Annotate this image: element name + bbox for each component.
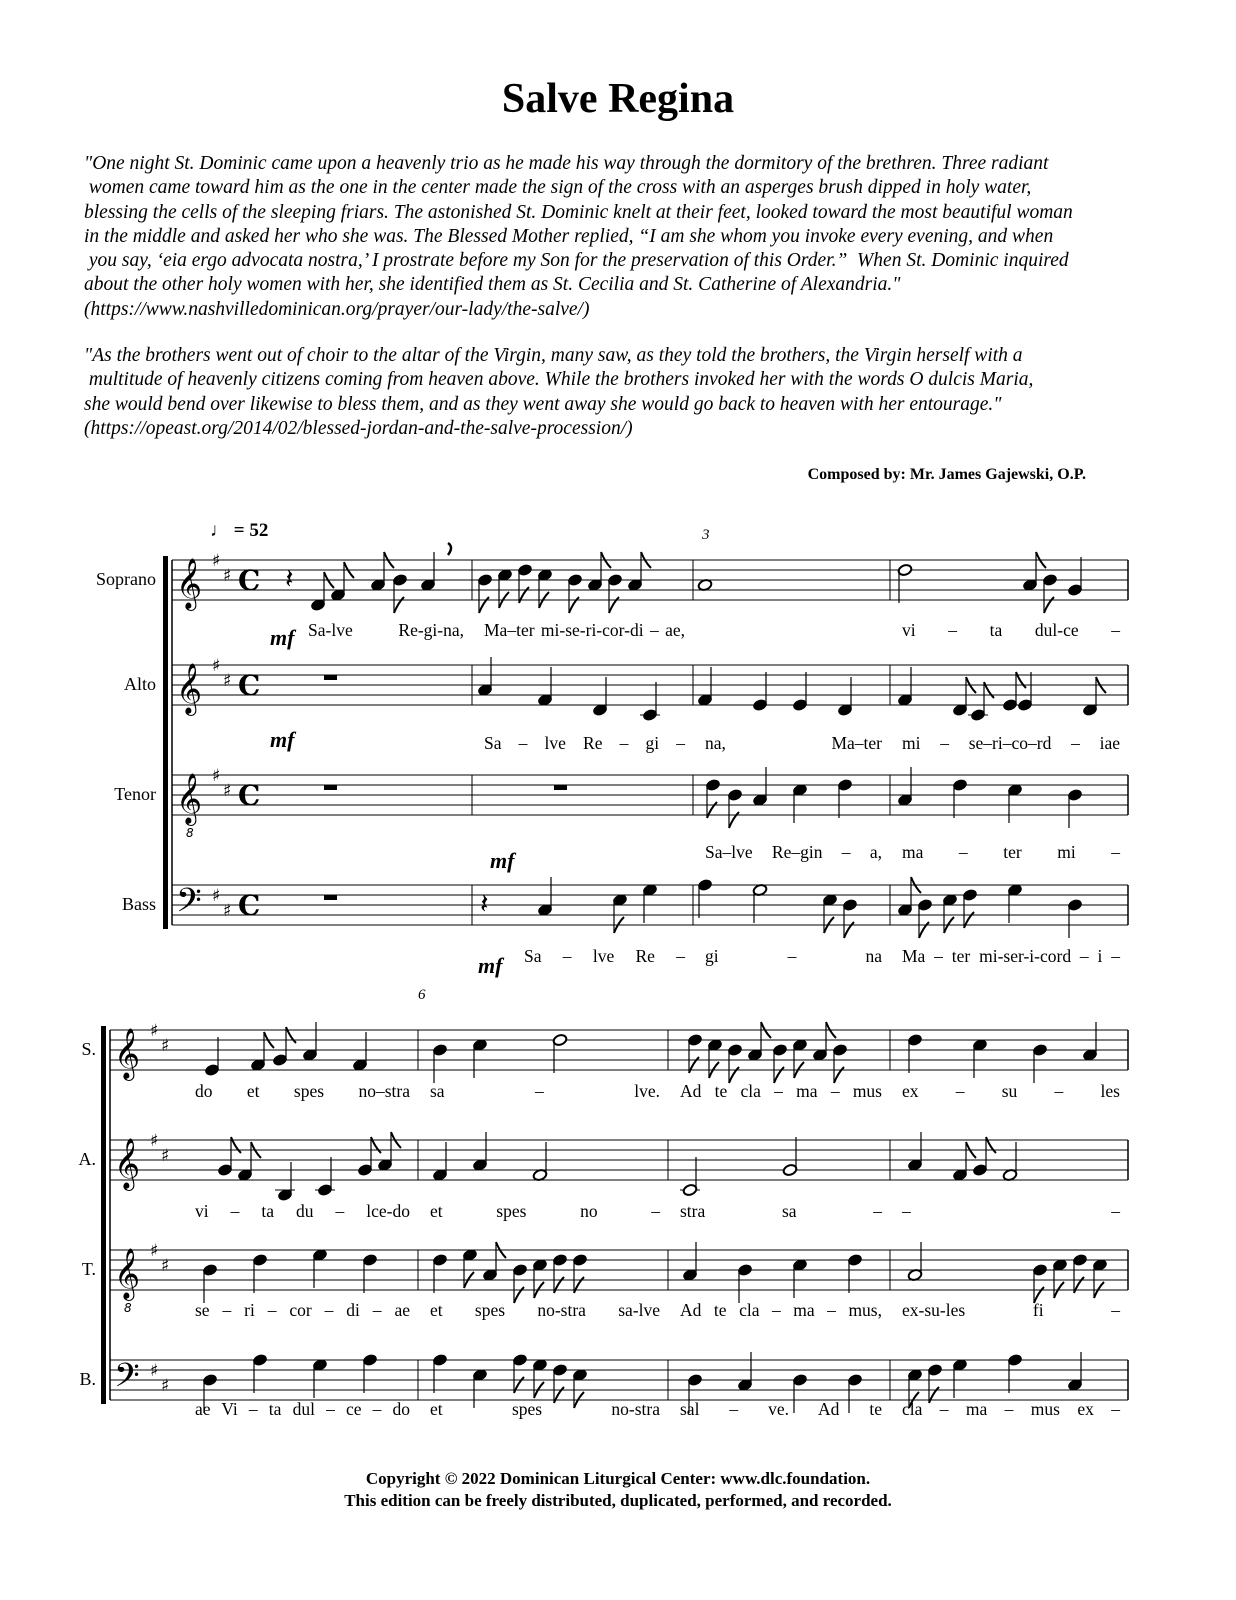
lyric-syllables: sa – lve.: [430, 1081, 660, 1101]
note-head: [962, 888, 977, 901]
note-head: [917, 898, 932, 911]
part-label: Soprano: [96, 569, 156, 589]
note-head: [772, 1043, 787, 1056]
treble-clef-icon: 𝄞: [176, 663, 203, 714]
lyric-syllables: sal – ve. Ad te: [680, 1399, 882, 1419]
part-label: B.: [79, 1369, 96, 1389]
part-label: T.: [81, 1259, 96, 1279]
lyric-syllables: et spes no –: [430, 1201, 660, 1221]
time-signature: C: [238, 669, 261, 702]
lyric-syllables: stra sa –: [680, 1201, 882, 1221]
note-head: [1067, 898, 1082, 911]
eighth-flag: [371, 1137, 381, 1153]
treble-clef-icon: 𝄞: [114, 1248, 141, 1299]
note-head: [1007, 1353, 1022, 1366]
eighth-flag: [1044, 597, 1054, 613]
dynamic-marking: mf: [270, 625, 295, 650]
quote-line: blessing the cells of the sleeping friars. The astonished St. Dominic knelt at their feet, looked toward the most beautiful woman: [84, 201, 1073, 223]
key-signature-sharp-icon: ♯: [212, 766, 221, 786]
lyric-syllables: ma – ter mi –: [902, 842, 1120, 862]
key-signature-sharp-icon: ♯: [212, 551, 221, 571]
note-head: [792, 698, 807, 711]
note-head: [952, 778, 967, 791]
lyric-syllables: Sa – lve Re –: [524, 946, 685, 966]
note-head: [847, 1253, 862, 1266]
eighth-flag: [519, 587, 529, 603]
measure-number: 3: [702, 527, 710, 543]
note-head: [687, 1373, 702, 1386]
key-signature-sharp-icon: ♯: [212, 656, 221, 676]
tempo-value: = 52: [233, 520, 269, 541]
note-head: [517, 563, 532, 576]
note-head: [607, 573, 622, 586]
note-head: [1042, 573, 1057, 586]
lyric-syllables: cla – ma – mus ex –: [902, 1399, 1120, 1419]
lyric-syllables: ex – su – les: [902, 1081, 1120, 1101]
eighth-flag: [574, 1277, 584, 1293]
system-bracket: [163, 556, 168, 929]
key-signature-sharp-icon: ♯: [223, 671, 232, 691]
license-line: This edition can be freely distributed, duplicated, performed, and recorded.: [344, 1491, 892, 1510]
quote-source-link: (https://www.nashvilledominican.org/prayer/our-lady/the-salve/): [84, 298, 590, 320]
note-head: [687, 1033, 702, 1046]
quote-line: multitude of heavenly citizens coming from heaven above. While the brothers invoked her with the words O dulcis Maria,: [84, 369, 1034, 391]
quote-line: you say, ‘eia ergo advocata nostra,’ I prostrate before my Son for the preservation of this Order.” When St. Dominic inquired: [84, 250, 1069, 272]
quote-line: "One night St. Dominic came upon a heavenly trio as he made his way through the dormitory of the brethren. Three radiant: [84, 153, 1049, 174]
note-head: [907, 1033, 922, 1046]
copyright-line: Copyright © 2022 Dominican Liturgical Center: www.dlc.foundation.: [365, 1469, 871, 1488]
note-head: [512, 1263, 527, 1276]
note-head: [204, 1063, 219, 1076]
lyric-syllables: Ad te cla – ma – mus: [680, 1081, 882, 1101]
note-head: [552, 1033, 567, 1046]
key-signature-sharp-icon: ♯: [161, 1146, 170, 1166]
quote-line: "As the brothers went out of choir to the altar of the Virgin, many saw, as they told the brothers, the Virgin herself with a: [84, 345, 1023, 366]
note-head: [792, 1373, 807, 1386]
quarter-rest-icon: 𝄽: [480, 887, 489, 920]
key-signature-sharp-icon: ♯: [223, 566, 232, 586]
page-title: Salve Regina: [501, 76, 735, 122]
composer-credit: Composed by: Mr. James Gajewski, O.P.: [807, 466, 1086, 483]
note-head: [837, 778, 852, 791]
quarter-rest-icon: 𝄽: [285, 562, 294, 595]
key-signature-sharp-icon: ♯: [161, 1376, 170, 1396]
lyric-syllables: ae Vi – ta dul – ce – do: [195, 1399, 410, 1419]
note-head: [202, 1263, 217, 1276]
lyric-syllables: vi – ta dul-ce –: [902, 620, 1120, 640]
note-head: [897, 563, 912, 576]
eighth-flag: [569, 597, 579, 613]
treble-clef-icon: 𝄞: [114, 1138, 141, 1189]
quote-line: about the other holy women with her, she identified them as St. Cecilia and St. Catherine of Alexandria.": [84, 274, 901, 296]
note-head: [362, 1353, 377, 1366]
key-signature-sharp-icon: ♯: [150, 1021, 159, 1041]
eighth-flag: [844, 922, 854, 938]
note-head: [847, 1373, 862, 1386]
quote-line: women came toward him as the one in the center made the sign of the cross with an asperges brush dipped in holy water,: [84, 177, 1032, 199]
key-signature-sharp-icon: ♯: [150, 1361, 159, 1381]
quote-line: she would bend over likewise to bless them, and as they went away she would go back to heaven with her entourage.": [84, 393, 1002, 415]
note-head: [972, 1163, 987, 1176]
eighth-flag: [231, 1137, 241, 1153]
whole-rest-icon: [554, 785, 567, 790]
part-label: Alto: [123, 674, 156, 694]
key-signature-sharp-icon: ♯: [161, 1036, 170, 1056]
note-head: [1032, 1263, 1047, 1276]
note-head: [217, 1163, 232, 1176]
key-signature-sharp-icon: ♯: [150, 1241, 159, 1261]
lyric-syllables: Sa–lve Re–gin – a,: [705, 842, 882, 862]
time-signature: C: [238, 779, 261, 812]
treble-clef-icon: 𝄞: [176, 773, 203, 824]
note-head: [572, 1253, 587, 1266]
note-head: [752, 698, 767, 711]
lyric-syllables: na, Ma–ter: [705, 733, 882, 753]
quote-line: in the middle and asked her who she was. The Blessed Mother replied, “I am she whom you invoke every evening, and when: [84, 225, 1054, 247]
lyric-syllables: Sa-lve Re-gi-na,: [308, 620, 464, 640]
part-label: Bass: [121, 894, 156, 914]
note-head: [1067, 583, 1082, 596]
bass-clef-icon: 𝄢: [114, 1357, 140, 1403]
note-head: [357, 1163, 372, 1176]
note-head: [842, 898, 857, 911]
note-head: [567, 573, 582, 586]
quote-source-link: (https://opeast.org/2014/02/blessed-jordan-and-the-salve-procession/): [84, 417, 633, 439]
note-head: [552, 1363, 567, 1376]
eighth-flag: [729, 812, 739, 828]
eighth-flag: [286, 1027, 296, 1043]
key-signature-sharp-icon: ♯: [223, 781, 232, 801]
eighth-flag: [964, 912, 974, 928]
note-head: [252, 1353, 267, 1366]
note-head: [252, 1253, 267, 1266]
note-head: [512, 1353, 527, 1366]
part-label: A.: [78, 1149, 96, 1169]
key-signature-sharp-icon: ♯: [212, 886, 221, 906]
eighth-flag: [986, 1137, 996, 1153]
eighth-flag: [479, 597, 489, 613]
octave-eight-marker: 8: [124, 1301, 132, 1315]
note-head: [552, 1253, 567, 1266]
footer: [0, 1468, 1236, 1512]
key-signature-sharp-icon: ♯: [223, 901, 232, 921]
octave-eight-marker: 8: [186, 826, 194, 840]
note-head: [782, 1163, 797, 1176]
dynamic-marking: mf: [490, 848, 515, 873]
bass-clef-icon: 𝄢: [176, 882, 202, 928]
lyric-syllables: do et spes no–stra: [195, 1081, 410, 1101]
whole-rest-icon: [324, 895, 337, 900]
note-head: [202, 1373, 217, 1386]
lyric-syllables: Ma – ter mi-ser-i-cord – i –: [902, 946, 1120, 966]
lyric-syllables: mi – se–ri–co–rd – iae: [902, 733, 1120, 753]
note-head: [727, 788, 742, 801]
note-head: [272, 1053, 287, 1066]
eighth-flag: [514, 1377, 524, 1393]
lyric-syllables: se – ri – cor – di – ae: [195, 1300, 410, 1320]
lyric-syllables: ex-su-les fi –: [902, 1300, 1120, 1320]
part-label: Tenor: [114, 784, 156, 804]
note-head: [727, 1043, 742, 1056]
note-head: [432, 1253, 447, 1266]
note-head: [1002, 698, 1017, 711]
breath-mark-icon: [448, 543, 451, 555]
lyric-syllables: Ad te cla – ma – mus,: [680, 1300, 882, 1320]
note-head: [392, 573, 407, 586]
note-head: [1017, 698, 1032, 711]
treble-clef-icon: 𝄞: [176, 558, 203, 609]
note-head: [432, 1353, 447, 1366]
treble-clef-icon: 𝄞: [114, 1028, 141, 1079]
lyric-syllables: – –: [902, 1201, 1120, 1221]
note-head: [970, 708, 985, 721]
key-signature-sharp-icon: ♯: [161, 1256, 170, 1276]
note-head: [832, 1043, 847, 1056]
lyric-syllables: et spes no-stra: [430, 1399, 660, 1419]
lyric-syllables: Sa – lve Re – gi –: [484, 733, 685, 753]
system-bracket: [101, 1026, 106, 1404]
lyric-syllables: Ma–ter mi-se-ri-cor-di – ae,: [484, 620, 685, 640]
lyric-syllables: et spes no-stra sa-lve: [430, 1300, 660, 1320]
note-head: [1072, 1253, 1087, 1266]
note-head: [362, 1253, 377, 1266]
lyric-syllables: gi – na: [705, 946, 882, 966]
note-head: [682, 1183, 697, 1196]
eighth-flag: [394, 597, 404, 613]
note-head: [705, 778, 720, 791]
dynamic-marking: mf: [270, 727, 295, 752]
note-head: [1032, 1043, 1047, 1056]
eighth-flag: [554, 1277, 564, 1293]
whole-rest-icon: [324, 785, 337, 790]
note-head: [432, 1043, 447, 1056]
eighth-flag: [984, 682, 994, 698]
lyric-syllables: vi – ta du – lce-do: [195, 1201, 410, 1221]
measure-number: 6: [418, 987, 426, 1003]
note-head: [737, 1263, 752, 1276]
eighth-flag: [689, 1057, 699, 1073]
eighth-flag: [1016, 672, 1026, 688]
note-head: [642, 708, 657, 721]
eighth-flag: [609, 597, 619, 613]
note-head: [317, 1183, 332, 1196]
eighth-flag: [919, 922, 929, 938]
note-head: [697, 878, 712, 891]
key-signature-sharp-icon: ♯: [150, 1131, 159, 1151]
note-head: [477, 573, 492, 586]
eighth-flag: [707, 802, 717, 818]
time-signature: C: [238, 889, 261, 922]
part-label: S.: [81, 1039, 96, 1059]
quarter-note-icon: ♩: [210, 520, 229, 541]
whole-rest-icon: [324, 675, 337, 680]
time-signature: C: [238, 564, 261, 597]
dynamic-marking: mf: [478, 953, 503, 978]
note-head: [1067, 788, 1082, 801]
note-head: [927, 1363, 942, 1376]
eighth-flag: [1074, 1277, 1084, 1293]
